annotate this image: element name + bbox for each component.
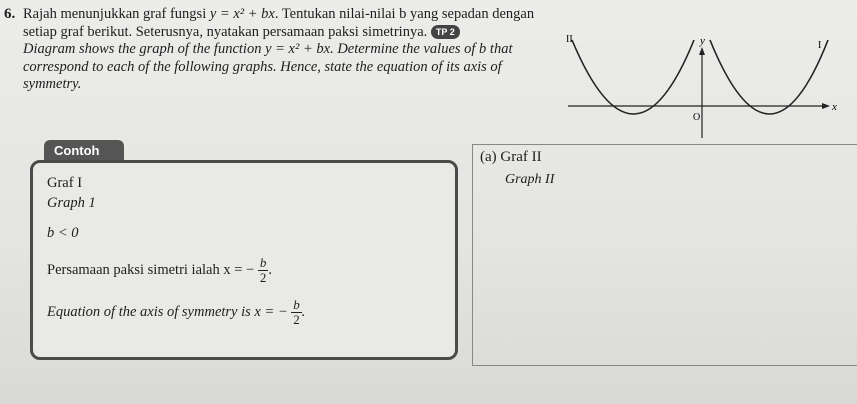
curve-graph-2	[572, 40, 694, 114]
question-en-pre: Diagram shows the graph of the function	[23, 41, 266, 57]
parabola-graph	[560, 28, 845, 143]
curve-label-i: I	[818, 40, 822, 51]
y-axis-arrow-icon	[699, 47, 705, 55]
example-tab: Contoh	[44, 140, 124, 162]
fraction-numerator-en: b	[293, 297, 300, 312]
fraction-numerator: b	[259, 255, 267, 270]
x-axis-arrow-icon	[822, 103, 830, 109]
question-number: 6.	[4, 6, 16, 22]
question-ms-equation: y = x² + bx	[209, 6, 275, 22]
fraction-b-over-2	[258, 256, 269, 285]
example-title-ms: Graf I	[47, 175, 83, 191]
question-en-post: . Determine the values of b that correspond to each of the following graphs. Hence, state the equation of its axis of symmetry.	[23, 41, 513, 92]
example-condition: b < 0	[47, 225, 79, 241]
origin-label: O	[693, 112, 701, 123]
example-box	[30, 160, 458, 360]
fraction-denominator-en: 2	[293, 312, 300, 327]
symmetry-ms-period: .	[268, 261, 272, 278]
curve-label-ii: II	[566, 34, 573, 45]
axis-label-x: x	[832, 101, 837, 113]
question-text	[23, 6, 553, 94]
symmetry-ms-text: Persamaan paksi simetri ialah x = −	[47, 261, 255, 278]
axis-label-y: y	[700, 35, 705, 47]
answer-title: (a) Graf II	[480, 149, 542, 165]
fraction-denominator: 2	[259, 270, 267, 285]
symmetry-en-period: .	[301, 303, 306, 320]
question-ms-pre: Rajah menunjukkan graf fungsi	[23, 6, 210, 22]
question-en-equation: y = x² + bx	[265, 41, 331, 57]
tp-badge: TP 2	[431, 25, 460, 39]
curve-graph-1	[710, 40, 828, 114]
fraction-b-over-2-en	[291, 298, 302, 327]
example-symmetry-en	[47, 298, 305, 327]
example-symmetry-ms	[47, 256, 272, 285]
question-ms-post: . Tentukan nilai-nilai b yang sepadan dengan setiap graf berikut. Seterusnya, nyatakan persamaan paksi simetrinya.	[23, 6, 535, 40]
answer-subtitle: Graph II	[505, 172, 555, 187]
example-title-en: Graph 1	[47, 195, 96, 211]
symmetry-en-text: Equation of the axis of symmetry is x = −	[47, 303, 288, 320]
